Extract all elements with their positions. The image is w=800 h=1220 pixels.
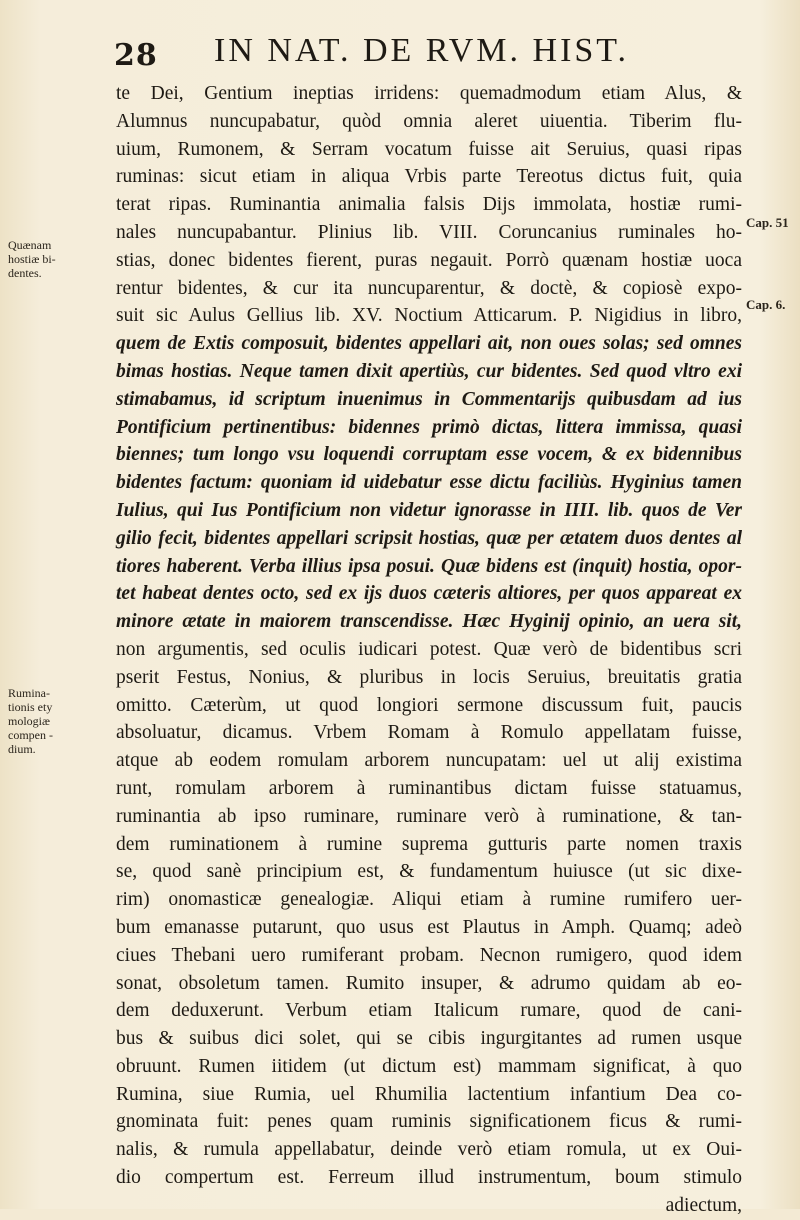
text-line: suit sic Aulus Gellius lib. XV. Noctium Atticarum. P. Nigidius in libro,	[116, 305, 742, 327]
text-line: Pontificium pertinentibus: bidennes primò dictas, littera immissa, quasi	[116, 416, 742, 438]
text-line: Alumnus nuncupabatur, quòd omnia aleret uiuentia. Tiberim flu-	[116, 110, 742, 132]
running-title: IN NAT. DE RVM. HIST.	[214, 32, 630, 69]
text-line: ciues Thebani uero rumiferant probam. Necnon rumigero, quod idem	[116, 944, 742, 966]
text-line: bimas hostias. Neque tamen dixit apertiùs, cur bidentes. Sed quod vltro exi	[116, 360, 742, 382]
text-line: non argumentis, sed oculis iudicari potest. Quæ verò de bidentibus scri	[116, 638, 742, 660]
margin-note-ruminationis: Rumina- tionis ety mologiæ compen - dium.	[8, 686, 53, 756]
text-line: stias, donec bidentes fierent, puras negauit. Porrò quænam hostiæ uoca	[116, 249, 742, 271]
text-line: tet habeat dentes octo, sed ex ijs duos cæteris altiores, per quos appareat ex	[116, 583, 742, 605]
text-line: absoluatur, dicamus. Vrbem Romam à Romulo appellatam fuisse,	[116, 722, 742, 744]
text-line: runt, romulam arborem à ruminantibus dictam fuisse statuamus,	[116, 777, 742, 799]
text-line: dio compertum est. Ferreum illud instrumentum, boum stimulo	[116, 1167, 742, 1189]
text-line: uium, Rumonem, & Serram vocatum fuisse ait Seruius, quasi ripas	[116, 138, 742, 160]
text-line: dem ruminationem à rumine suprema gutturis parte nomen traxis	[116, 833, 742, 855]
text-line: dem deduxerunt. Verbum etiam Italicum rumare, quod de cani-	[116, 1000, 742, 1022]
text-line: gnominata fuit: penes quam ruminis significationem ficus & rumi-	[116, 1111, 742, 1133]
text-line: sonat, obsoletum tamen. Rumito insuper, & adrumo quidam ab eo-	[116, 972, 742, 994]
text-line: Rumina, siue Rumia, uel Rhumilia lactentium infantium Dea co-	[116, 1083, 742, 1105]
text-line: gilio fecit, bidentes appellari scripsit hostias, quæ per ætatem duos dentes al	[116, 527, 742, 549]
page-header	[0, 28, 800, 74]
text-line: obruunt. Rumen iitidem (ut dictum est) mammam significat, à quo	[116, 1055, 742, 1077]
text-line: se, quod sanè principium est, & fundamentum huiusce (ut sic dixe-	[116, 861, 742, 883]
text-line: bidentes factum: quoniam id uidebatur esse dictu faciliùs. Hyginius tamen	[116, 472, 742, 494]
text-line: rim) onomasticæ genealogiæ. Aliqui etiam à rumine rumifero uer-	[116, 889, 742, 911]
text-line: ruminas: sicut etiam in aliqua Vrbis parte Tereotus dictus fuit, quia	[116, 166, 742, 188]
margin-ref-cap-6: Cap. 6.	[746, 297, 786, 312]
text-line: omitto. Cæterùm, ut quod longiori sermone discussum fuit, paucis	[116, 694, 742, 716]
text-line: quem de Extis composuit, bidentes appellari ait, non oues solas; sed omnes	[116, 333, 742, 355]
text-line: bum emanasse putarunt, quo usus est Plautus in Amph. Quamq; adeò	[116, 916, 742, 938]
text-line: rentur bidentes, & cur ita nuncuparentur, & doctè, & copiosè expo-	[116, 277, 742, 299]
margin-note-bidentes: Quænam hostiæ bi- dentes.	[8, 238, 56, 280]
text-line: minore ætate in maiorem transcendisse. Hæc Hyginij opinio, an uera sit,	[116, 611, 742, 633]
page-number: 28	[114, 38, 158, 73]
text-line: ruminantia ab ipso ruminare, ruminare verò à ruminatione, & tan-	[116, 805, 742, 827]
margin-ref-cap-51: Cap. 51	[746, 215, 789, 230]
text-line: Iulius, qui Ius Pontificium non videtur ignorasse in IIII. lib. quos de Ver	[116, 499, 742, 521]
text-line: te Dei, Gentium ineptias irridens: quemadmodum etiam Alus, &	[116, 83, 742, 104]
text-line: tiores haberent. Verba illius ipsa posui. Quæ bidens est (inquit) hostia, opor-	[116, 555, 742, 577]
text-line: pserit Festus, Nonius, & pluribus in locis Seruius, breuitatis gratia	[116, 666, 742, 688]
catchword: adiectum,	[665, 1194, 742, 1216]
text-line: nales nuncupabantur. Plinius lib. VIII. Coruncanius ruminales ho-	[116, 221, 742, 243]
text-line: atque ab eodem romulam arborem nuncupatam: uel ut alij existima	[116, 750, 742, 772]
text-line: bus & suibus dici solet, qui se cibis ingurgitantes ad rumen usque	[116, 1028, 742, 1050]
text-line: nalis, & rumula appellabatur, deinde verò etiam romula, ut ex Oui-	[116, 1139, 742, 1161]
text-line: biennes; tum longo vsu loquendi corruptam esse vocem, & ex bidennibus	[116, 444, 742, 466]
text-line: terat ripas. Ruminantia animalia falsis Dijs immolata, hostiæ rumi-	[116, 194, 742, 216]
body-text	[116, 80, 742, 1220]
text-line: stimabamus, id scriptum inuenimus in Commentarijs quibusdam ad ius	[116, 388, 742, 410]
